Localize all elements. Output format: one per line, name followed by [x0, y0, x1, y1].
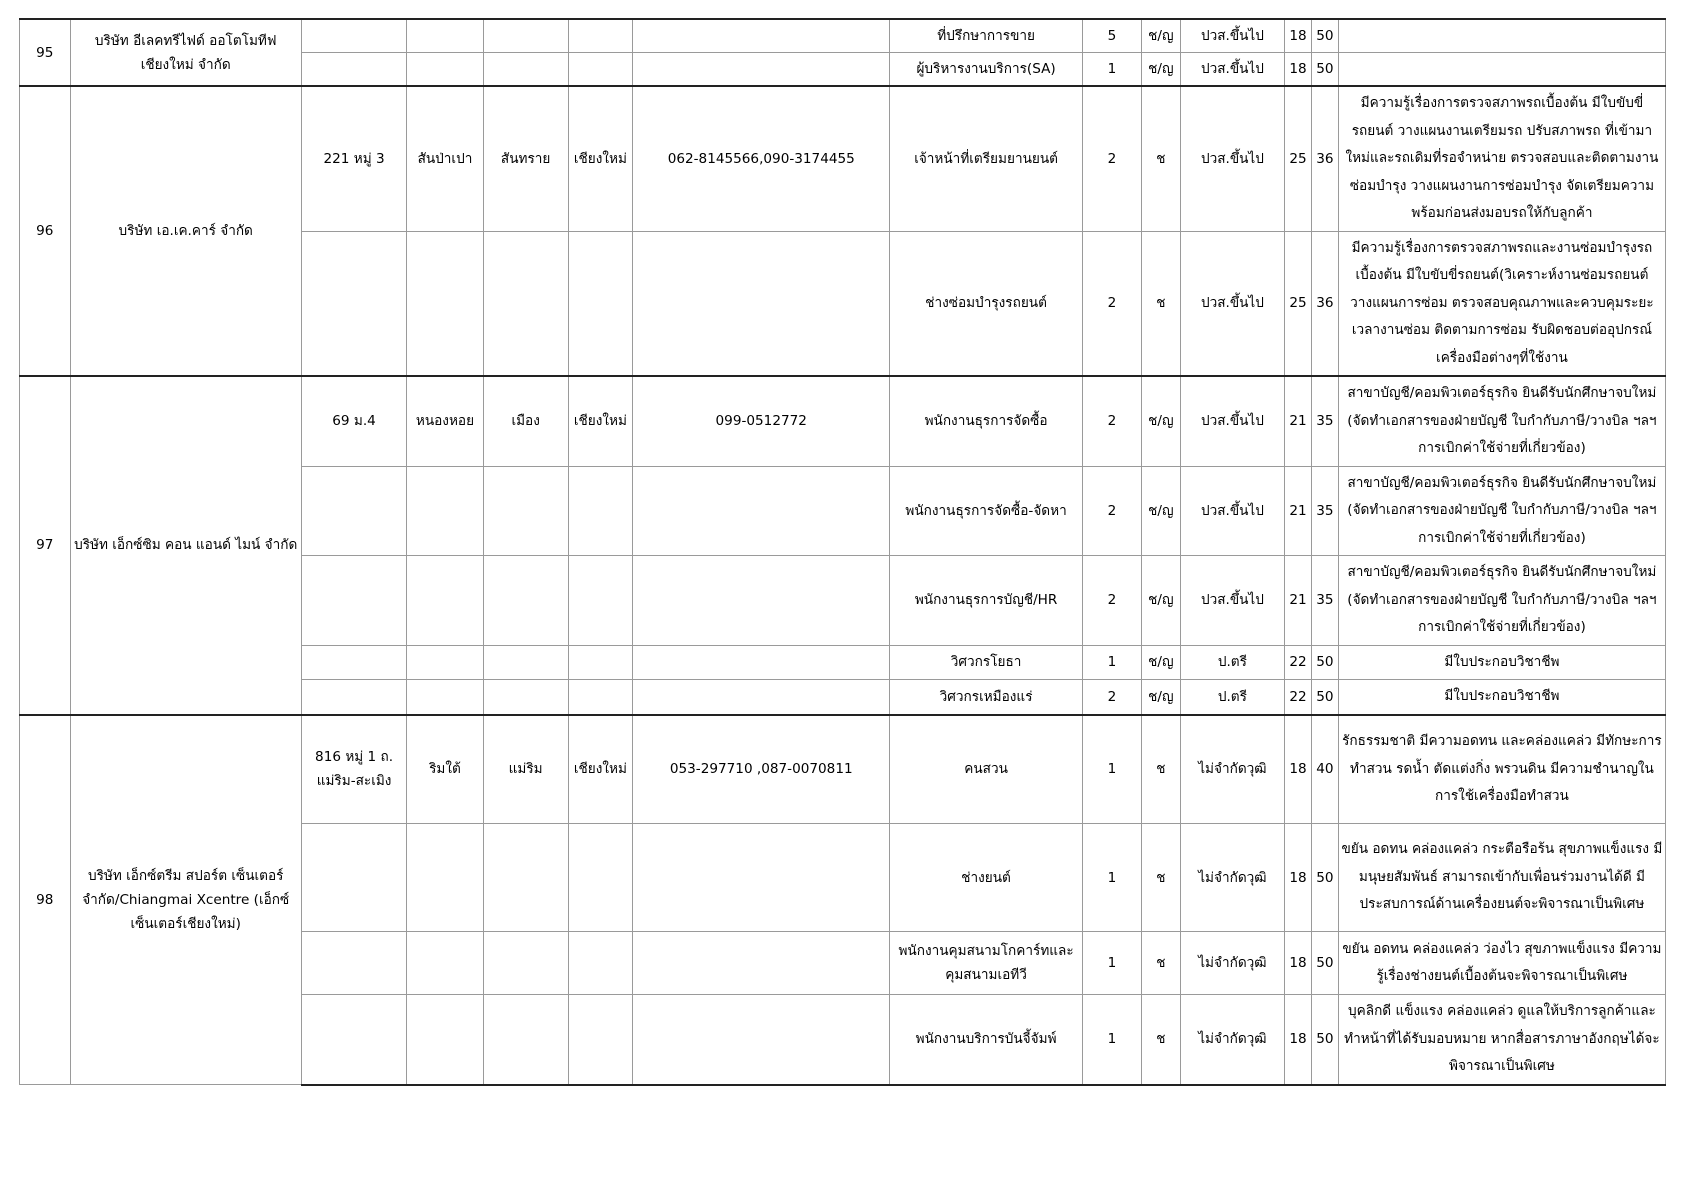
job-count: 1: [1082, 995, 1141, 1085]
job-age-min: 22: [1285, 645, 1312, 680]
company-province: เชียงใหม่: [568, 86, 633, 231]
company-phone: [633, 466, 890, 556]
job-age-max: 35: [1311, 376, 1338, 466]
company-name: บริษัท เอ็กซ์ซิม คอน แอนด์ ไมน์ จำกัด: [70, 376, 301, 715]
job-age-max: 50: [1311, 19, 1338, 53]
job-position: คนสวน: [890, 715, 1083, 824]
job-education: ป.ตรี: [1180, 680, 1284, 715]
job-education: ไม่จำกัดวุฒิ: [1180, 824, 1284, 932]
job-requirements: มีใบประกอบวิชาชีพ: [1338, 645, 1665, 680]
job-gender: ช/ญ: [1142, 556, 1181, 646]
job-position: ผู้บริหารงานบริการ(SA): [890, 53, 1083, 87]
company-address: 221 หมู่ 3: [301, 86, 406, 231]
company-district: [483, 680, 568, 715]
company-address: [301, 53, 406, 87]
job-position: เจ้าหน้าที่เตรียมยานยนต์: [890, 86, 1083, 231]
job-requirements: มีใบประกอบวิชาชีพ: [1338, 680, 1665, 715]
job-position: วิศวกรเหมืองแร่: [890, 680, 1083, 715]
company-subdistrict: [407, 932, 483, 995]
company-subdistrict: [407, 680, 483, 715]
company-address: [301, 231, 406, 376]
company-district: [483, 645, 568, 680]
company-subdistrict: [407, 231, 483, 376]
job-gender: ช: [1142, 932, 1181, 995]
table-row: [20, 376, 1666, 466]
job-age-max: 36: [1311, 231, 1338, 376]
company-subdistrict: [407, 645, 483, 680]
job-gender: ช/ญ: [1142, 466, 1181, 556]
job-age-min: 18: [1285, 715, 1312, 824]
company-address: [301, 824, 406, 932]
company-number: 97: [20, 376, 71, 715]
job-requirements: บุคลิกดี แข็งแรง คล่องแคล่ว ดูแลให้บริการลูกค้าและทำหน้าที่ได้รับมอบหมาย หากสื่อสารภาษาอังกฤษได้จะพิจารณาเป็นพิเศษ: [1338, 995, 1665, 1085]
company-phone: [633, 932, 890, 995]
company-province: [568, 53, 633, 87]
job-position: พนักงานธุรการจัดซื้อ-จัดหา: [890, 466, 1083, 556]
company-province: [568, 995, 633, 1085]
company-phone: 099-0512772: [633, 376, 890, 466]
company-address: [301, 466, 406, 556]
table-row: [20, 86, 1666, 231]
job-education: ปวส.ขึ้นไป: [1180, 19, 1284, 53]
job-age-min: 18: [1285, 824, 1312, 932]
job-requirements: รักธรรมชาติ มีความอดทน และคล่องแคล่ว มีทักษะการทำสวน รดน้ำ ตัดแต่งกิ่ง พรวนดิน มีความชำนาญในการใช้เครื่องมือทำสวน: [1338, 715, 1665, 824]
company-address: 69 ม.4: [301, 376, 406, 466]
company-subdistrict: [407, 556, 483, 646]
job-age-max: 35: [1311, 556, 1338, 646]
company-province: [568, 231, 633, 376]
company-phone: [633, 645, 890, 680]
company-province: [568, 645, 633, 680]
company-address: [301, 995, 406, 1085]
job-gender: ช/ญ: [1142, 645, 1181, 680]
company-subdistrict: [407, 53, 483, 87]
job-gender: ช/ญ: [1142, 53, 1181, 87]
company-district: [483, 824, 568, 932]
job-age-min: 18: [1285, 19, 1312, 53]
company-address: [301, 645, 406, 680]
job-count: 1: [1082, 53, 1141, 87]
job-gender: ช: [1142, 231, 1181, 376]
job-education: ไม่จำกัดวุฒิ: [1180, 715, 1284, 824]
job-position: พนักงานธุรการจัดซื้อ: [890, 376, 1083, 466]
company-phone: [633, 19, 890, 53]
company-phone: [633, 995, 890, 1085]
company-phone: [633, 680, 890, 715]
company-province: [568, 932, 633, 995]
job-age-max: 50: [1311, 53, 1338, 87]
job-education: ปวส.ขึ้นไป: [1180, 86, 1284, 231]
company-name: บริษัท อีเลคทรีไฟด์ ออโตโมทีฟ เชียงใหม่ จำกัด: [70, 19, 301, 86]
company-district: [483, 932, 568, 995]
job-requirements: สาขาบัญชี/คอมพิวเตอร์ธุรกิจ ยินดีรับนักศึกษาจบใหม่ (จัดทำเอกสารของฝ่ายบัญชี ใบกำกับภาษี/วางบิล ฯลฯ การเบิกค่าใช้จ่ายที่เกี่ยวข้อง): [1338, 556, 1665, 646]
company-province: [568, 824, 633, 932]
job-education: ปวส.ขึ้นไป: [1180, 53, 1284, 87]
job-count: 1: [1082, 715, 1141, 824]
job-requirements: สาขาบัญชี/คอมพิวเตอร์ธุรกิจ ยินดีรับนักศึกษาจบใหม่ (จัดทำเอกสารของฝ่ายบัญชี ใบกำกับภาษี/วางบิล ฯลฯ การเบิกค่าใช้จ่ายที่เกี่ยวข้อง): [1338, 466, 1665, 556]
job-position: พนักงานธุรการบัญชี/HR: [890, 556, 1083, 646]
job-age-max: 50: [1311, 680, 1338, 715]
job-count: 2: [1082, 376, 1141, 466]
job-age-min: 21: [1285, 376, 1312, 466]
job-count: 1: [1082, 645, 1141, 680]
job-listing-table: [19, 18, 1666, 1086]
company-province: เชียงใหม่: [568, 376, 633, 466]
job-education: ปวส.ขึ้นไป: [1180, 231, 1284, 376]
job-education: ป.ตรี: [1180, 645, 1284, 680]
company-province: เชียงใหม่: [568, 715, 633, 824]
company-district: [483, 19, 568, 53]
job-gender: ช/ญ: [1142, 680, 1181, 715]
job-requirements: มีความรู้เรื่องการตรวจสภาพรถเบื้องต้น มีใบขับขี่รถยนต์ วางแผนงานเตรียมรถ ปรับสภาพรถ ที่เข้ามาใหม่และรถเดิมที่รอจำหน่าย ตรวจสอบและติดตามงานซ่อมบำรุง วางแผนงานการซ่อมบำรุง จัดเตรียมความพร้อมก่อนส่งมอบรถให้กับลูกค้า: [1338, 86, 1665, 231]
job-age-max: 36: [1311, 86, 1338, 231]
company-district: แม่ริม: [483, 715, 568, 824]
job-gender: ช: [1142, 86, 1181, 231]
company-district: [483, 231, 568, 376]
company-district: [483, 995, 568, 1085]
company-district: เมือง: [483, 376, 568, 466]
job-position: พนักงานบริการบันจี้จัมพ์: [890, 995, 1083, 1085]
job-education: ไม่จำกัดวุฒิ: [1180, 995, 1284, 1085]
company-province: [568, 556, 633, 646]
job-position: ที่ปรึกษาการขาย: [890, 19, 1083, 53]
company-name: บริษัท เอ.เค.คาร์ จำกัด: [70, 86, 301, 376]
table-row: [20, 715, 1666, 824]
job-count: 2: [1082, 86, 1141, 231]
company-address: [301, 680, 406, 715]
company-subdistrict: [407, 19, 483, 53]
table-row: [20, 19, 1666, 53]
company-subdistrict: [407, 995, 483, 1085]
job-position: ช่างยนต์: [890, 824, 1083, 932]
job-education: ปวส.ขึ้นไป: [1180, 556, 1284, 646]
company-phone: 062-8145566,090-3174455: [633, 86, 890, 231]
job-requirements: สาขาบัญชี/คอมพิวเตอร์ธุรกิจ ยินดีรับนักศึกษาจบใหม่ (จัดทำเอกสารของฝ่ายบัญชี ใบกำกับภาษี/วางบิล ฯลฯ การเบิกค่าใช้จ่ายที่เกี่ยวข้อง): [1338, 376, 1665, 466]
job-gender: ช/ญ: [1142, 376, 1181, 466]
company-district: [483, 466, 568, 556]
company-number: 95: [20, 19, 71, 86]
company-phone: 053-297710 ,087-0070811: [633, 715, 890, 824]
company-province: [568, 19, 633, 53]
job-age-max: 50: [1311, 824, 1338, 932]
company-subdistrict: สันป่าเปา: [407, 86, 483, 231]
company-subdistrict: หนองหอย: [407, 376, 483, 466]
company-district: [483, 53, 568, 87]
company-subdistrict: [407, 824, 483, 932]
company-phone: [633, 556, 890, 646]
job-age-max: 35: [1311, 466, 1338, 556]
job-count: 2: [1082, 231, 1141, 376]
company-name: บริษัท เอ็กซ์ตรีม สปอร์ต เซ็นเตอร์ จำกัด/Chiangmai Xcentre (เอ็กซ์ เซ็นเตอร์เชียงใหม่): [70, 715, 301, 1085]
job-count: 2: [1082, 466, 1141, 556]
job-age-min: 18: [1285, 932, 1312, 995]
job-age-min: 21: [1285, 556, 1312, 646]
company-subdistrict: ริมใต้: [407, 715, 483, 824]
company-number: 98: [20, 715, 71, 1085]
job-age-min: 25: [1285, 86, 1312, 231]
job-gender: ช: [1142, 995, 1181, 1085]
company-address: 816 หมู่ 1 ถ. แม่ริม-สะเมิง: [301, 715, 406, 824]
company-subdistrict: [407, 466, 483, 556]
job-gender: ช: [1142, 715, 1181, 824]
job-requirements: มีความรู้เรื่องการตรวจสภาพรถและงานซ่อมบำรุงรถเบื้องต้น มีใบขับขี่รถยนต์(วิเคราะห์งานซ่อมรถยนต์ วางแผนการซ่อม ตรวจสอบคุณภาพและควบคุมระยะเวลางานซ่อม ติดตามการซ่อม รับผิดชอบต่ออุปกรณ์ เครื่องมือต่างๆที่ใช้งาน: [1338, 231, 1665, 376]
job-count: 2: [1082, 680, 1141, 715]
job-education: ปวส.ขึ้นไป: [1180, 466, 1284, 556]
company-phone: [633, 824, 890, 932]
company-phone: [633, 231, 890, 376]
table-body: [20, 19, 1666, 1085]
job-age-min: 18: [1285, 995, 1312, 1085]
job-age-max: 50: [1311, 995, 1338, 1085]
job-age-min: 21: [1285, 466, 1312, 556]
job-position: วิศวกรโยธา: [890, 645, 1083, 680]
job-count: 1: [1082, 824, 1141, 932]
job-gender: ช: [1142, 824, 1181, 932]
job-requirements: ขยัน อดทน คล่องแคล่ว ว่องไว สุขภาพแข็งแรง มีความรู้เรื่องช่างยนต์เบื้องต้นจะพิจารณาเป็นพิเศษ: [1338, 932, 1665, 995]
company-province: [568, 680, 633, 715]
job-position: ช่างซ่อมบำรุงรถยนต์: [890, 231, 1083, 376]
company-address: [301, 556, 406, 646]
job-gender: ช/ญ: [1142, 19, 1181, 53]
job-requirements: [1338, 19, 1665, 53]
job-count: 1: [1082, 932, 1141, 995]
job-age-min: 18: [1285, 53, 1312, 87]
company-district: สันทราย: [483, 86, 568, 231]
company-address: [301, 932, 406, 995]
job-age-min: 25: [1285, 231, 1312, 376]
job-age-max: 40: [1311, 715, 1338, 824]
job-count: 2: [1082, 556, 1141, 646]
company-number: 96: [20, 86, 71, 376]
job-age-max: 50: [1311, 932, 1338, 995]
job-requirements: ขยัน อดทน คล่องแคล่ว กระตือรือร้น สุขภาพแข็งแรง มีมนุษยสัมพันธ์ สามารถเข้ากับเพื่อนร่วมงานได้ดี มีประสบการณ์ด้านเครื่องยนต์จะพิจารณาเป็นพิเศษ: [1338, 824, 1665, 932]
company-phone: [633, 53, 890, 87]
job-education: ไม่จำกัดวุฒิ: [1180, 932, 1284, 995]
company-address: [301, 19, 406, 53]
company-province: [568, 466, 633, 556]
job-count: 5: [1082, 19, 1141, 53]
job-position: พนักงานคุมสนามโกคาร์ทและคุมสนามเอทีวี: [890, 932, 1083, 995]
company-district: [483, 556, 568, 646]
job-age-min: 22: [1285, 680, 1312, 715]
job-age-max: 50: [1311, 645, 1338, 680]
job-requirements: [1338, 53, 1665, 87]
job-education: ปวส.ขึ้นไป: [1180, 376, 1284, 466]
